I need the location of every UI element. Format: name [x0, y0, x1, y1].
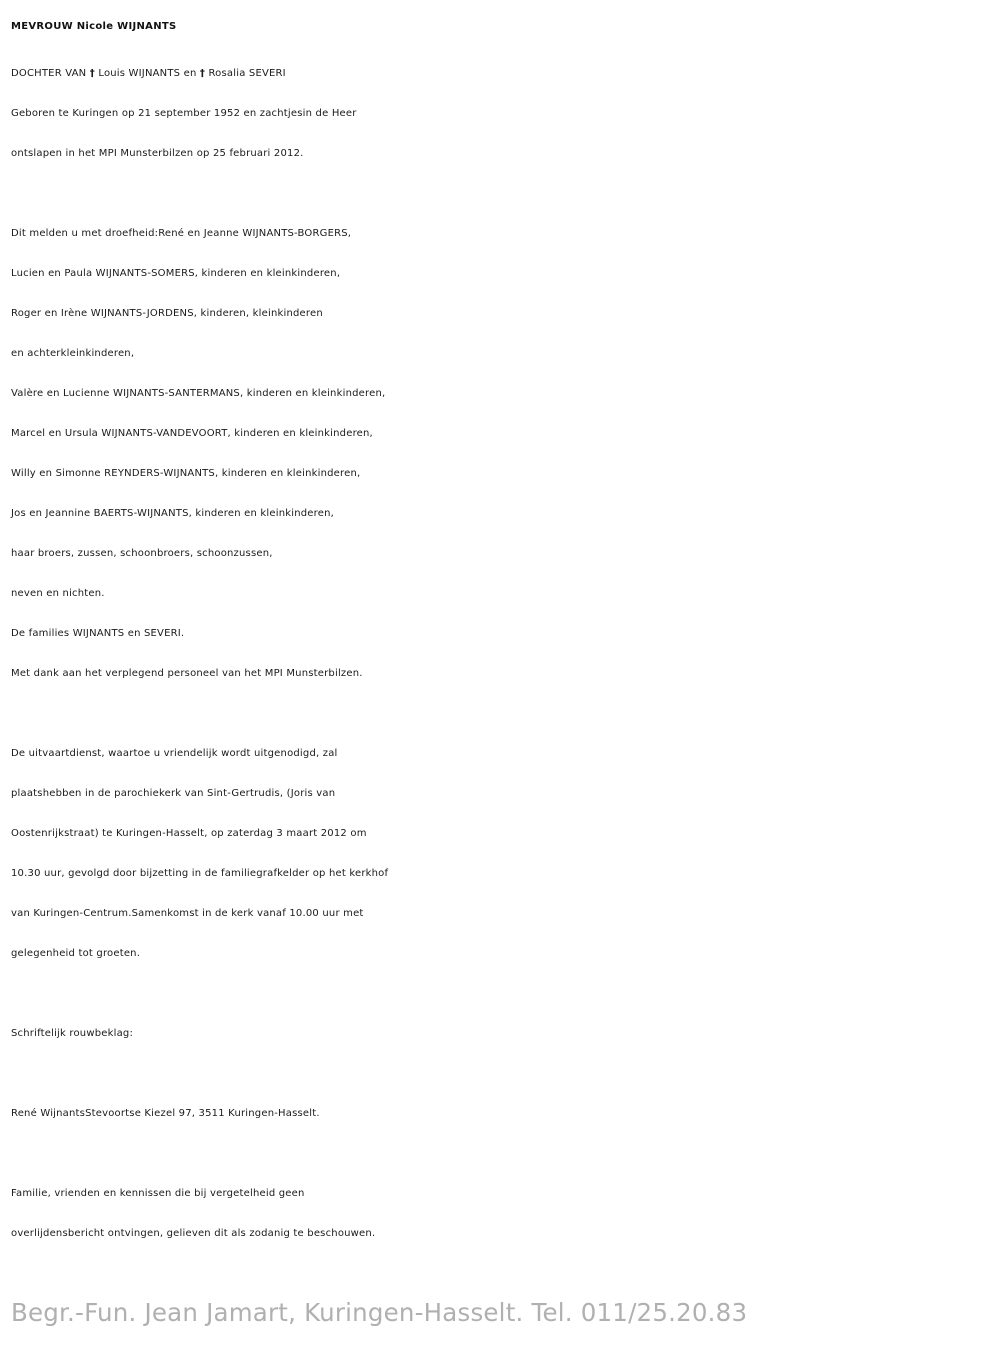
funeral-line: Oostenrijkstraat) te Kuringen-Hasselt, op zaterdag 3 maart 2012 om — [11, 828, 367, 839]
funeral-line: gelegenheid tot groeten. — [11, 948, 141, 959]
birth-line: ontslapen in het MPI Munsterbilzen op 25 februari 2012. — [11, 148, 304, 159]
family-line: Roger en Irène WIJNANTS-JORDENS, kinderen, kleinkinderen — [11, 308, 323, 319]
spacer — [11, 1134, 991, 1174]
spacer — [11, 694, 991, 734]
birth-line: Geboren te Kuringen op 21 september 1952 en zachtjesin de Heer — [11, 108, 357, 119]
spacer — [11, 974, 991, 1014]
closing-line: Familie, vrienden en kennissen die bij vergetelheid geen — [11, 1188, 305, 1199]
funeral-line: De uitvaartdienst, waartoe u vriendelijk wordt uitgenodigd, zal — [11, 748, 338, 759]
condolence-address: René WijnantsStevoortse Kiezel 97, 3511 Kuringen-Hasselt. — [11, 1108, 320, 1119]
funeral-line: van Kuringen-Centrum.Samenkomst in de kerk vanaf 10.00 uur met — [11, 908, 364, 919]
deceased-name-title: MEVROUW Nicole WIJNANTS — [11, 21, 177, 32]
funeral-line: 10.30 uur, gevolgd door bijzetting in de familiegrafkelder op het kerkhof — [11, 868, 389, 879]
family-line: Marcel en Ursula WIJNANTS-VANDEVOORT, kinderen en kleinkinderen, — [11, 428, 373, 439]
spacer — [11, 1054, 991, 1094]
spacer — [11, 174, 991, 214]
family-line: Valère en Lucienne WIJNANTS-SANTERMANS, kinderen en kleinkinderen, — [11, 388, 386, 399]
father-name: Louis WIJNANTS — [98, 68, 181, 79]
cross-icon: † — [199, 68, 206, 79]
cross-icon: † — [89, 68, 95, 79]
family-line: haar broers, zussen, schoonbroers, schoonzussen, — [11, 548, 273, 559]
family-line: neven en nichten. — [11, 588, 105, 599]
parents-line — [11, 54, 991, 94]
family-line: De families WIJNANTS en SEVERI. — [11, 628, 185, 639]
closing-line: overlijdensbericht ontvingen, gelieven dit als zodanig te beschouwen. — [11, 1228, 376, 1239]
family-line: Willy en Simonne REYNDERS-WIJNANTS, kinderen en kleinkinderen, — [11, 468, 361, 479]
condolence-label: Schriftelijk rouwbeklag: — [11, 1028, 134, 1039]
family-line: Dit melden u met droefheid:René en Jeanne WIJNANTS-BORGERS, — [11, 228, 352, 239]
family-line: en achterkleinkinderen, — [11, 348, 135, 359]
funeral-line: plaatshebben in de parochiekerk van Sint-Gertrudis, (Joris van — [11, 788, 336, 799]
family-line: Jos en Jeannine BAERTS-WIJNANTS, kinderen en kleinkinderen, — [11, 508, 335, 519]
parents-prefix: DOCHTER VAN — [11, 68, 87, 79]
family-line: Lucien en Paula WIJNANTS-SOMERS, kinderen en kleinkinderen, — [11, 268, 341, 279]
obituary-notice — [11, 0, 991, 1254]
family-line: Met dank aan het verplegend personeel van het MPI Munsterbilzen. — [11, 668, 363, 679]
mother-name: Rosalia SEVERI — [208, 68, 286, 79]
parents-conjunction: en — [183, 68, 197, 79]
funeral-home-footer: Begr.-Fun. Jean Jamart, Kuringen-Hasselt. Tel. 011/25.20.83 — [11, 1298, 748, 1327]
